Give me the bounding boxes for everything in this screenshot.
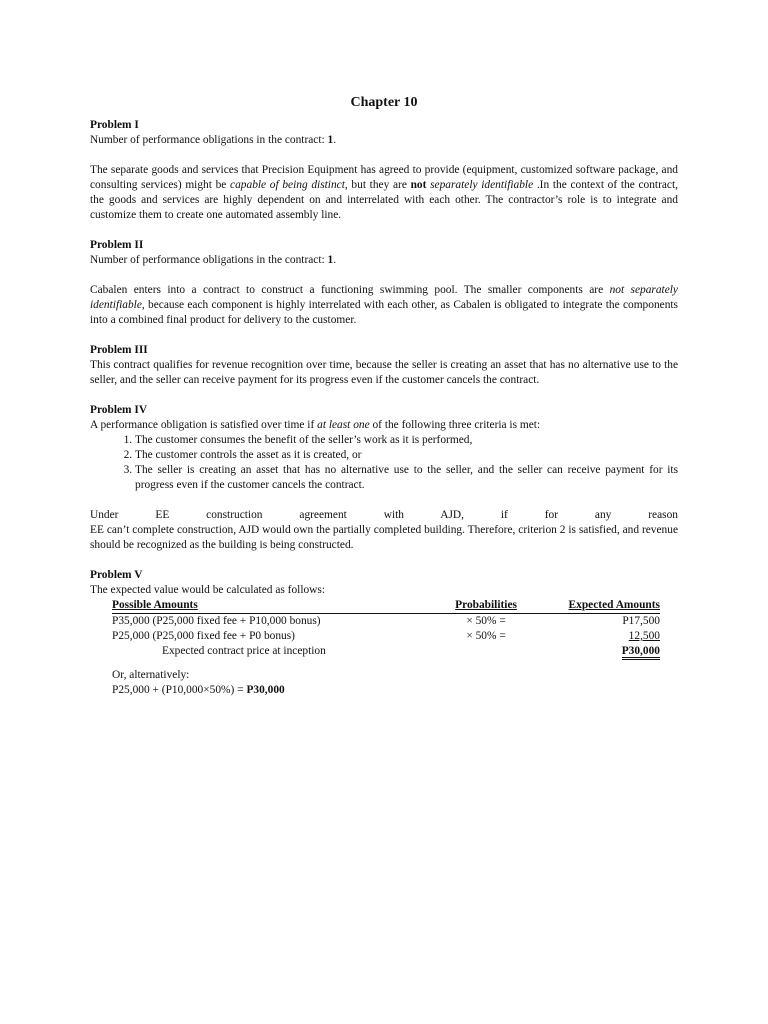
obligations-period: . [333,254,337,266]
text-run: , but they are [344,179,411,191]
text-run: , because each component is highly interrelated with each other, as Cabalen is obligated to integrate the components into a combined final product for delivery to the customer. [90,299,678,326]
table-row [112,629,660,644]
text-run: .In the context of the contract, the goods and services are highly dependent on and interrelated with each other. The contractor’s role is to integrate and customize them to create one automated assembly line. [90,179,678,221]
problem-4-intro [90,418,678,433]
text-run: A performance obligation is satisfied over time if [90,419,318,431]
probability-cell: × 50% = [466,615,506,627]
table-header-row [112,598,660,614]
criteria-item: 2. The customer controls the asset as it is created, or [135,448,678,463]
problem-4-conclusion: EE can’t complete construction, AJD would own the partially completed building. Therefore, criterion 2 is satisfied, and revenue should be recognized as the building is being constructed. [90,524,678,551]
obligations-label: Number of performance obligations in the contract: [90,134,328,146]
problem-1-explanation [90,163,678,223]
problem-4-heading: Problem IV [90,404,148,416]
text-run-bold: not [410,179,427,191]
problem-5-section [90,568,678,698]
column-header-probabilities: Probabilities [421,598,551,614]
problem-3-heading: Problem III [90,344,148,356]
problem-4-section [90,403,678,553]
problem-5-heading: Problem V [90,569,143,581]
problem-5-intro: The expected value would be calculated as follows: [90,584,325,596]
column-header-expected-amounts: Expected Amounts [551,598,660,614]
possible-amount-cell: P25,000 (P25,000 fixed fee + P0 bonus) [112,630,295,642]
criteria-list [90,433,678,493]
text-run: P25,000 + (P10,000×50%) = [112,684,247,696]
table-total-row [112,644,660,659]
expected-amount-cell: P17,500 [622,615,660,627]
text-run: The separate goods and services that Precision Equipment has agreed to provide (equipment, customized software package, and consulting services) might be [90,164,678,191]
chapter-title: Chapter 10 [350,95,418,110]
obligations-count: 1 [327,134,334,146]
problem-3-section [90,343,678,388]
text-run-italic: at least one [317,419,370,431]
table-row [112,614,660,630]
document-content [90,94,678,698]
text-run: of the following three criteria is met: [369,419,541,431]
possible-amount-cell: P35,000 (P25,000 fixed fee + P10,000 bonus) [112,615,321,627]
alternative-result: P30,000 [246,684,285,696]
text-run: Cabalen enters into a contract to construct a functioning swimming pool. The smaller components are [90,284,610,296]
text-run-italic: separately identifiable [430,179,534,191]
expected-value-table [112,598,660,659]
criteria-item: 1. The customer consumes the benefit of the seller’s work as it is performed, [135,433,678,448]
problem-2-obligations [90,253,678,268]
obligations-count: 1 [327,254,334,266]
problem-2-section [90,238,678,328]
total-label: Expected contract price at inception [162,645,326,657]
expected-amount-cell: 12,500 [628,630,660,642]
problem-2-explanation [90,283,678,328]
problem-4-conclusion-line-1: Under EE construction agreement with AJD, if for any reason [90,509,678,521]
obligations-period: . [333,134,337,146]
alternative-calculation [112,668,678,698]
problem-1-obligations [90,133,678,148]
obligations-label: Number of performance obligations in the contract: [90,254,328,266]
total-value: P30,000 [622,645,660,660]
probability-cell: × 50% = [466,630,506,642]
problem-1-heading: Problem I [90,119,139,131]
column-header-possible-amounts: Possible Amounts [112,598,421,614]
problem-3-explanation: This contract qualifies for revenue recognition over time, because the seller is creating an asset that has no alternative use to the seller, and the seller can receive payment for its progress even if the customer cancels the contract. [90,359,678,386]
problem-2-heading: Problem II [90,239,144,251]
alternative-expression [112,683,678,698]
problem-1-section [90,118,678,223]
alternative-label: Or, alternatively: [112,669,190,681]
text-run-italic: not separately identifiable [90,284,678,311]
criteria-item: 3. The seller is creating an asset that has no alternative use to the seller, and the seller can receive payment for its progress even if the customer cancels the contract. [135,463,678,493]
text-run-italic: capable of being distinct [230,179,345,191]
